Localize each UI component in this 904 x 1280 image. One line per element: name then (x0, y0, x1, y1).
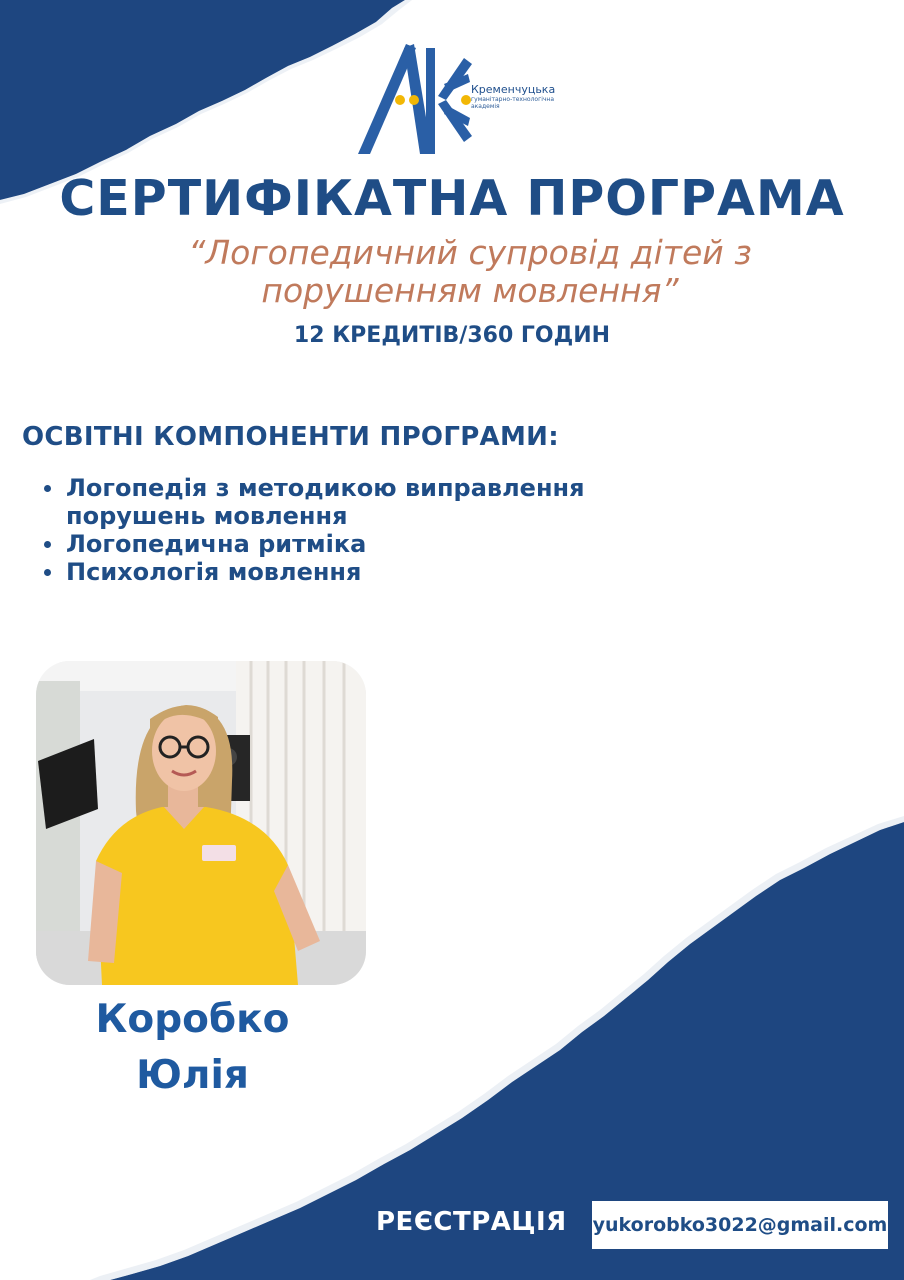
teacher-photo (36, 661, 366, 985)
teacher-given-name: Юлія (136, 1053, 249, 1098)
academy-name-line1: Кременчуцька (471, 83, 556, 96)
list-item (42, 558, 682, 586)
components-heading: ОСВІТНІ КОМПОНЕНТИ ПРОГРАМИ: (22, 422, 559, 452)
academy-name-line3: академія (471, 103, 500, 110)
list-item (42, 474, 682, 530)
academy-name (471, 84, 555, 110)
credits-hours: 12 КРЕДИТІВ/360 ГОДИН (293, 323, 611, 348)
teacher-name (60, 992, 325, 1104)
bullet-icon (44, 569, 51, 576)
list-item-label: Логопедія з методикою виправлення порушень мовлення (66, 474, 585, 530)
list-item (42, 530, 682, 558)
registration-label: РЕЄСТРАЦІЯ (376, 1207, 567, 1237)
list-item-label: Психологія мовлення (66, 558, 362, 586)
registration-email[interactable]: yukorobko3022@gmail.com (592, 1214, 888, 1236)
teacher-surname: Коробко (95, 997, 290, 1042)
bullet-icon (44, 485, 51, 492)
bullet-icon (44, 541, 51, 548)
program-subtitle: “Логопедичний супровід дітей з порушенням мовлення” (188, 233, 752, 310)
program-title: СЕРТИФІКАТНА ПРОГРАМА (59, 170, 845, 227)
components-list (42, 474, 682, 586)
registration-email-box[interactable] (592, 1201, 888, 1249)
list-item-label: Логопедична ритміка (66, 530, 367, 558)
academy-name-line2: гуманітарно-технологічна (471, 96, 555, 103)
